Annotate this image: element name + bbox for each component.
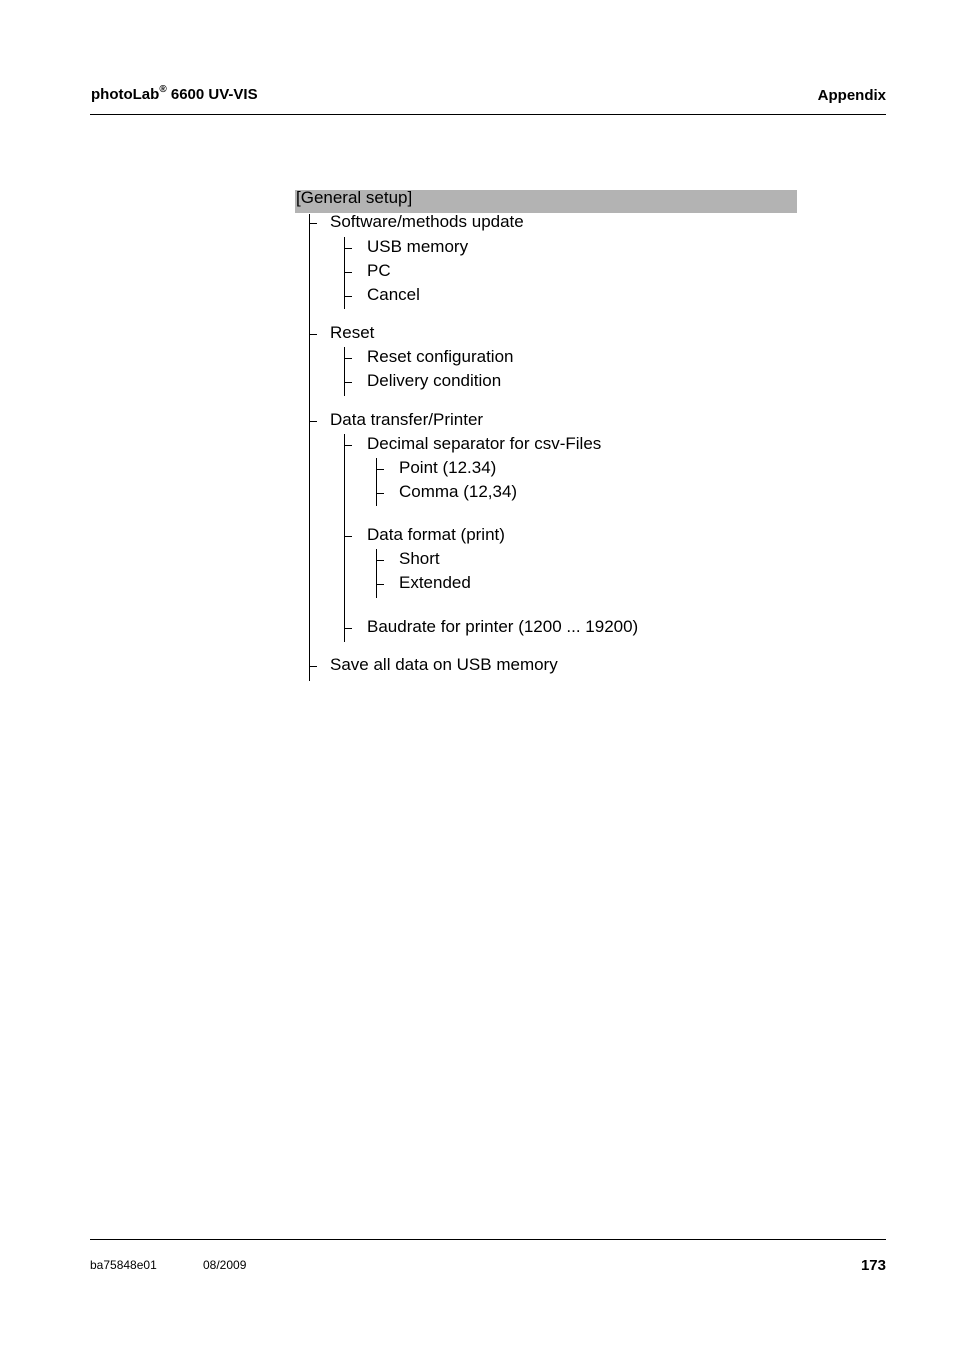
menu-item-usb-memory: USB memory <box>367 237 469 256</box>
menu-item-software-update: Software/methods update <box>330 212 524 231</box>
tree-line-reset <box>344 347 345 396</box>
section-title: Appendix <box>817 87 886 104</box>
menu-item-baudrate: Baudrate for printer (1200 ... 19200) <box>367 617 639 636</box>
tree-tick <box>309 421 317 422</box>
footer-divider <box>90 1239 886 1240</box>
tree-tick <box>344 628 352 629</box>
document-header-title <box>91 86 258 103</box>
tree-line-data-format <box>376 549 377 598</box>
tree-line-level1 <box>309 214 310 681</box>
menu-item-short: Short <box>399 549 440 568</box>
tree-tick <box>344 358 352 359</box>
menu-item-pc: PC <box>367 261 391 280</box>
menu-item-reset: Reset <box>330 323 375 342</box>
tree-tick <box>344 248 352 249</box>
tree-tick <box>344 296 352 297</box>
tree-tick <box>344 382 352 383</box>
registered-mark: ® <box>159 84 167 95</box>
tree-line-data-transfer <box>344 434 345 642</box>
header-divider <box>90 114 886 115</box>
footer-date: 08/2009 <box>203 1258 247 1272</box>
tree-tick <box>344 536 352 537</box>
tree-tick <box>309 334 317 335</box>
tree-tick <box>376 584 384 585</box>
menu-item-extended: Extended <box>399 573 471 592</box>
tree-tick <box>309 223 317 224</box>
menu-item-delivery-condition: Delivery condition <box>367 371 502 390</box>
product-model: 6600 UV-VIS <box>166 86 258 103</box>
menu-item-data-transfer: Data transfer/Printer <box>330 410 484 429</box>
menu-item-point: Point (12.34) <box>399 458 497 477</box>
tree-tick <box>344 445 352 446</box>
product-name: photoLab <box>91 86 160 103</box>
menu-item-save-all: Save all data on USB memory <box>330 655 558 674</box>
menu-item-cancel: Cancel <box>367 285 420 304</box>
tree-line-decimal-separator <box>376 458 377 506</box>
tree-tick <box>376 560 384 561</box>
footer-doc-id: ba75848e01 <box>90 1258 157 1272</box>
tree-tick <box>376 493 384 494</box>
tree-tick <box>344 272 352 273</box>
menu-item-comma: Comma (12,34) <box>399 482 518 501</box>
page-number: 173 <box>860 1257 886 1274</box>
menu-item-data-format: Data format (print) <box>367 525 505 544</box>
tree-tick <box>376 469 384 470</box>
tree-tick <box>309 666 317 667</box>
menu-title-general-setup: [General setup] <box>295 190 797 213</box>
menu-item-reset-configuration: Reset configuration <box>367 347 514 366</box>
menu-item-decimal-separator: Decimal separator for csv-Files <box>367 434 602 453</box>
